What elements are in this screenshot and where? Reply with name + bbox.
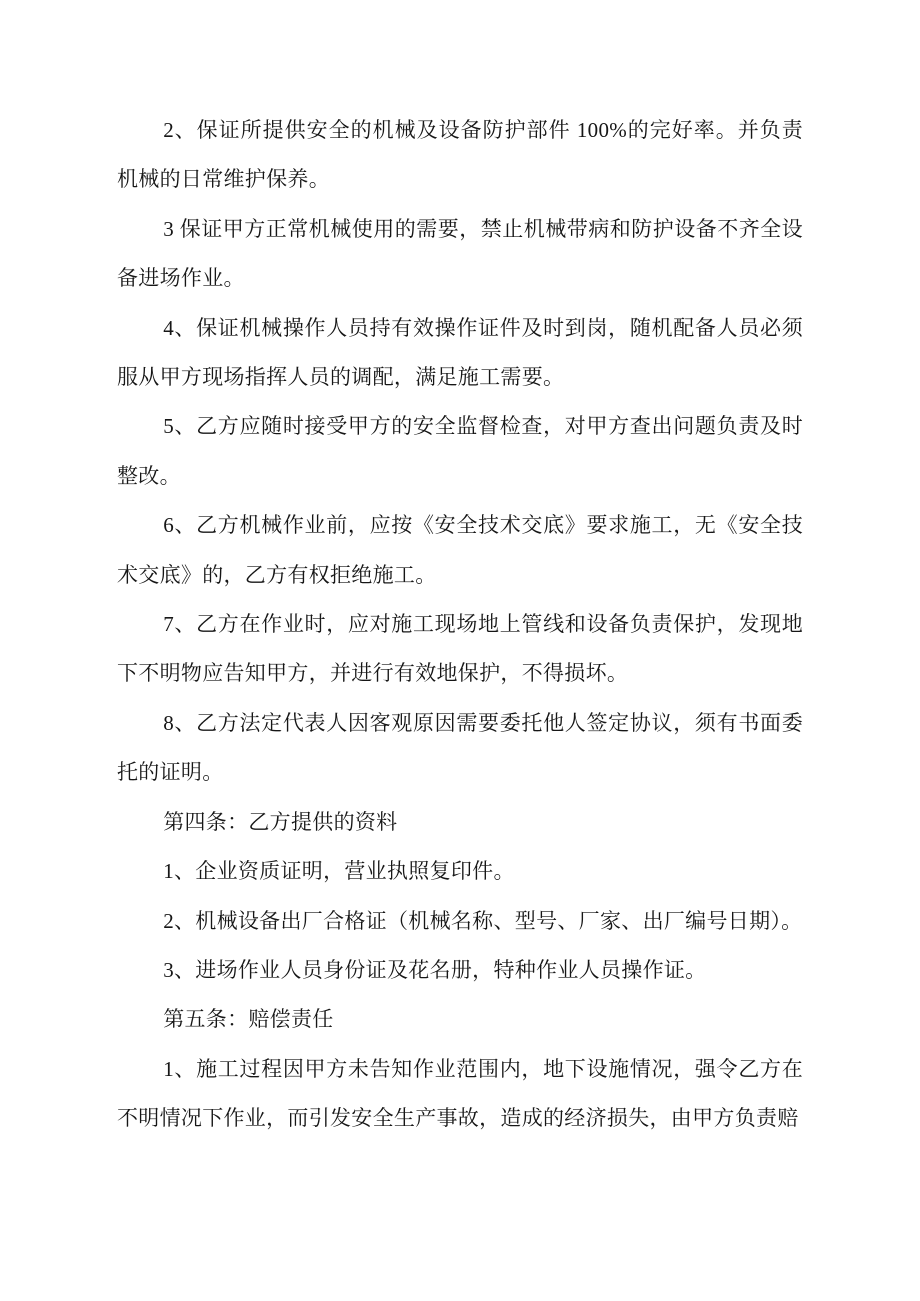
- clause-paragraph-6: 6、乙方机械作业前，应按《安全技术交底》要求施工，无《安全技术交底》的，乙方有权拒绝施工。: [117, 513, 803, 587]
- clause-paragraph-article4-1: 1、企业资质证明，营业执照复印件。: [163, 859, 515, 884]
- clause-paragraph-2: 2、保证所提供安全的机械及设备防护部件 100%的完好率。并负责机械的日常维护保养。: [117, 118, 803, 192]
- section-heading-article-4: 第四条：乙方提供的资料: [163, 809, 398, 834]
- clause-paragraph-3: 3 保证甲方正常机械使用的需要，禁止机械带病和防护设备不齐全设备进场作业。: [117, 216, 803, 291]
- clause-paragraph-article4-2: 2、机械设备出厂合格证（机械名称、型号、厂家、出厂编号日期）。: [163, 908, 803, 933]
- section-heading-article-5: 第五条：赔偿责任: [163, 1007, 334, 1032]
- clause-paragraph-7: 7、乙方在作业时，应对施工现场地上管线和设备负责保护，发现地下不明物应告知甲方，并进行有效地保护，不得损坏。: [117, 612, 803, 686]
- clause-paragraph-8: 8、乙方法定代表人因客观原因需要委托他人签定协议，须有书面委托的证明。: [117, 710, 803, 785]
- contract-body: [117, 106, 803, 1144]
- clause-paragraph-4: 4、保证机械操作人员持有效操作证件及时到岗，随机配备人员必须服从甲方现场指挥人员的调配，满足施工需要。: [117, 315, 803, 390]
- clause-paragraph-5: 5、乙方应随时接受甲方的安全监督检查，对甲方查出问题负责及时整改。: [117, 414, 803, 488]
- clause-paragraph-article5-1: 1、施工过程因甲方未告知作业范围内，地下设施情况，强令乙方在不明情况下作业，而引发安全生产事故，造成的经济损失，由甲方负责赔: [117, 1056, 803, 1131]
- clause-paragraph-article4-3: 3、进场作业人员身份证及花名册，特种作业人员操作证。: [163, 957, 707, 982]
